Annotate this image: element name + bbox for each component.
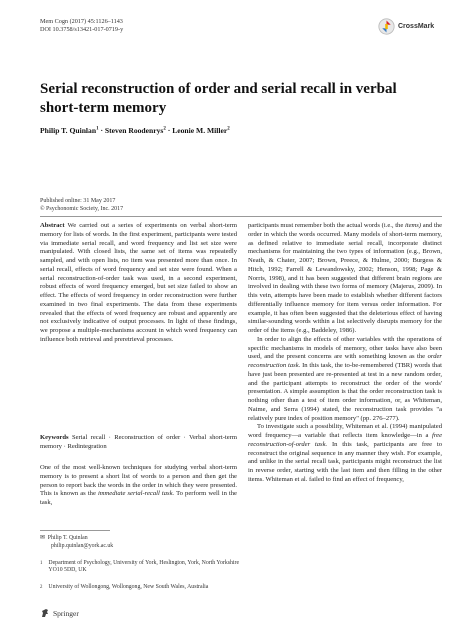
intro-text: To perform well in the task,: [40, 490, 237, 506]
published-date: Published online: 31 May 2017: [40, 198, 116, 204]
publication-info: [40, 197, 123, 213]
affiliation-text: University of Wollongong, Wollongong, New South Wales, Australia: [48, 584, 209, 590]
affiliation: [40, 560, 240, 575]
author-name[interactable]: Leonie M. Miller: [172, 126, 228, 135]
intro-emphasis: immediate serial-recall task.: [97, 490, 175, 498]
publisher-logo: [40, 608, 79, 618]
body-text-right-column: [248, 222, 442, 485]
springer-horse-icon: [40, 608, 50, 618]
publisher-name: Springer: [53, 608, 79, 618]
body-text: and the order in which the words occurred. Many models of short-term memory, as defined relative to immediate serial recall, incorporate distinct mechanisms for maintaining the two types of information (e.g., Brown, Neath, & Chater, 2007; Brown, Preece, & Hulme, 2000; Burgess & Hitch, 1992; Farrell & Lewandowsky, 2002; Henson, 1998; Page & Norris, 1998), and it has been suggested that different brain regions are involved in dealing with these two forms of memory (Majerus, 2009). In this vein, attempts have been made to establish whether different factors differentially influence memory for item versus order information. For example, it has often been suggested that the deleterious effect of having similar-sounding words within a list selectively disrupts memory for the order of the items (e.g., Baddeley, 1986).: [248, 222, 442, 334]
correspondence: [40, 534, 113, 550]
author-separator: ·: [98, 126, 105, 135]
title-line-1: Serial reconstruction of order and serial recall in verbal: [40, 81, 397, 97]
author-list: [40, 126, 230, 135]
author-name[interactable]: Steven Roodenrys: [104, 126, 164, 135]
author-affiliation-mark: 2: [163, 126, 166, 132]
author-affiliation-mark: 1: [96, 126, 99, 132]
body-text: In this task, participants are free to reconstruct the original sequence in any manner they wish. For example, and unlike in the serial recall task, participants might reconstruct the list in reverse order, starting with the last item and then filling in the other items. Whiteman et al. failed to find an effect of frequency,: [248, 440, 443, 483]
intro-text: One of the most well-known techniques for studying verbal short-term memory is to present a short list of words to a person and then get the person to report back the words in the order in which they were presented. This is known as the: [40, 464, 237, 498]
keywords-text: Serial recall · Reconstruction of order · Verbal short-term memory · Redintegration: [40, 434, 237, 450]
intro-paragraph: [40, 464, 237, 508]
envelope-icon: ✉: [40, 535, 45, 541]
correspondence-email[interactable]: philip.quinlan@york.ac.uk: [51, 543, 114, 549]
affiliation-number: 1: [40, 561, 43, 566]
body-emphasis: items): [404, 222, 422, 229]
body-emphasis: free reconstruction-of-order task.: [248, 432, 442, 448]
correspondence-name: Philip T. Quinlan: [47, 535, 88, 541]
body-emphasis: order reconstruction task.: [248, 353, 442, 369]
body-text: participants must remember both the actual words (i.e., the: [248, 222, 405, 229]
abstract: [40, 222, 237, 345]
article-title: [40, 80, 440, 117]
journal-header: [40, 18, 123, 34]
footnote-divider: [40, 530, 110, 531]
author-name[interactable]: Philip T. Quinlan: [40, 126, 97, 135]
abstract-text: We carried out a series of experiments on verbal short-term memory for lists of words. In the first experiment, participants were tested via immediate serial recall, and word frequency and list set size were manipulated. With closed lists, the same set of items was repeatedly sampled, and with open lists, no item was presented more than once. In serial recall, effects of word frequency and set size were found. When a serial reconstruction-of-order task was used, in a second experiment, robust effects of word frequency emerged, but set size failed to show an effect. The effects of word frequency in order reconstruction were further examined in two final experiments. The data from these experiments revealed that the effects of word frequency are robust and apparently are not exclusively indicative of output processes. In light of these findings, we propose a multiple-mechanisms account in which word frequency can influence both retrieval and preretrieval processes.: [40, 222, 237, 343]
body-text: In this task, the to-be-remembered (TBR) words that have just been presented are re-presented at test in a new random order, and the participant attempts to reconstruct the order of the words' presentation. A simple assumption is that the order reconstruction task is nothing other than a test of item order information, or, as Whiteman, Naime, and Serra (1994) stated, the reconstruction task provides "a relatively pure index of position memory" (pp. 276–277).: [248, 362, 442, 422]
affiliation: [40, 584, 240, 591]
keywords: [40, 434, 237, 452]
crossmark-badge[interactable]: [378, 18, 434, 35]
doi[interactable]: DOI 10.3758/s13421-017-0719-y: [40, 26, 124, 33]
affiliation-text: Department of Psychology, University of York, Heslington, York, North Yorkshire YO10 5DD, UK: [48, 560, 240, 574]
abstract-label: Abstract: [40, 222, 65, 229]
body-text: To investigate such a possibility, Whiteman et al. (1994) manipulated word frequency—a variable that reflects item knowledge—in a: [248, 423, 442, 439]
body-text: In order to align the effects of other variables with the operations of specific mechanisms in models of memory, other tasks have also been used, and the present concerns are with something known as the: [248, 335, 442, 361]
crossmark-icon: [378, 18, 395, 35]
divider: [40, 216, 442, 217]
copyright: © Psychonomic Society, Inc. 2017: [40, 206, 124, 212]
author-affiliation-mark: 2: [227, 126, 230, 132]
crossmark-label: CrossMark: [398, 23, 435, 30]
title-line-2: short-term memory: [40, 99, 167, 116]
author-separator: ·: [165, 126, 173, 135]
keywords-label: Keywords: [40, 434, 69, 441]
journal-citation: Mem Cogn (2017) 45:1126–1143: [40, 18, 123, 25]
affiliation-number: 2: [40, 585, 43, 590]
